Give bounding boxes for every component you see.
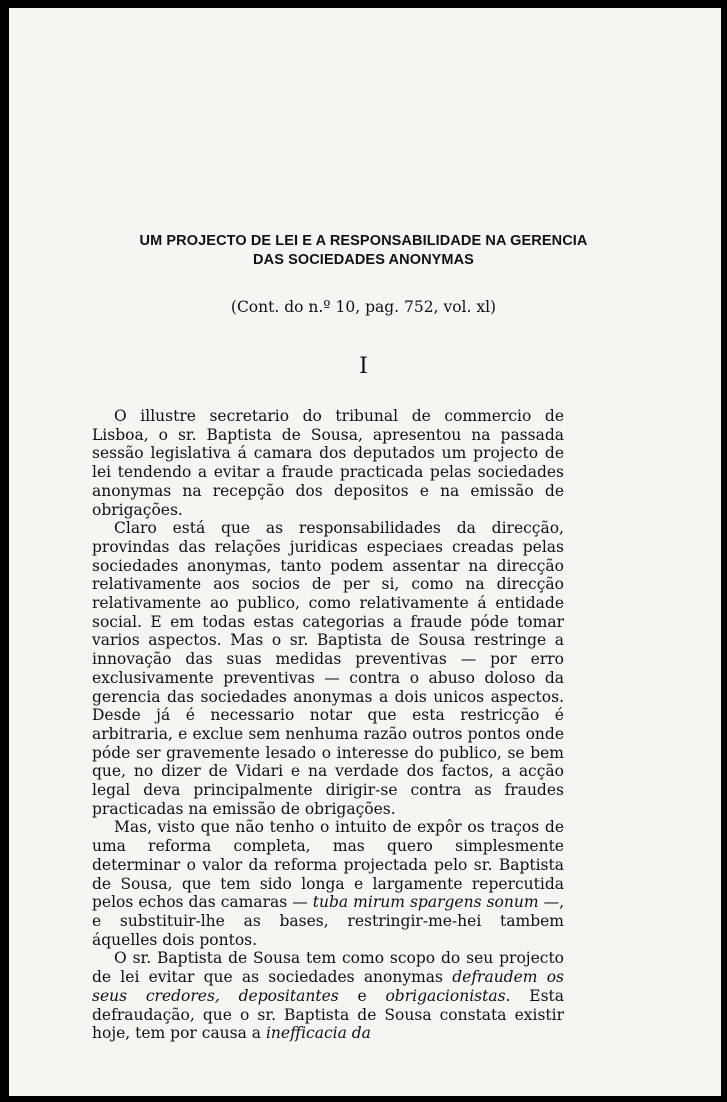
paragraph-2: [92, 519, 564, 818]
section-number: I: [359, 354, 368, 379]
paragraph-text: Mas, visto que não tenho o intuito de expôr os traços de uma reforma completa, mas quero simplesmente determinar o valor da reforma projectada pelo sr. Baptista de Sousa, que tem sido longa e largamente repercutida pelos echos das camaras —: [92, 818, 564, 912]
article-title: [0, 232, 727, 270]
paragraph-text: e: [338, 986, 386, 1005]
title-line-2: DAS SOCIEDADES ANONYMAS: [253, 252, 474, 268]
continuation-note: (Cont. do n.º 10, pag. 752, vol. xl): [230, 298, 497, 316]
paragraph-text: —, e substituir-lhe as bases, restringir-me-hei tambem áquelles dois pontos.: [92, 893, 564, 949]
paragraph-text: O sr. Baptista de Sousa tem como scopo do seu projecto de lei evitar que as sociedades anonymas: [92, 949, 564, 987]
paragraph-3: [92, 818, 564, 949]
italic-phrase: defraudem os seus credores, depositantes: [92, 968, 564, 1005]
latin-quote: tuba mirum spargens sonum: [312, 893, 539, 912]
paragraph-text: O illustre secretario do tribunal de commercio de Lisboa, o sr. Baptista de Sousa, apresentou na passada sessão legislativa á camara dos deputados um projecto de lei tendendo a evitar a fraude practicada pelas sociedades anonymas na recepção dos depositos e na emissão de obrigações.: [92, 407, 564, 519]
paragraph-text: Claro está que as responsabilidades da direcção, provindas das relações juridicas especiaes creadas pelas sociedades anonymas, tanto podem assentar na direcção relativamente aos socios de per si, como na direcção relativamente ao publico, como relativamente á entidade social. E em todas estas categorias a fraude póde tomar varios aspectos. Mas o sr. Baptista de Sousa restringe a innovação das suas medidas preventivas — por erro exclusivamente preventivas — contra o abuso doloso da gerencia das sociedades anonymas a dois unicos aspectos. Desde já é necessario notar que esta restricção é arbitraria, e exclue sem nenhuma razão outros pontos onde póde ser gravemente lesado o interesse do publico, se bem que, no dizer de Vidari e na verdade dos factos, a acção legal deva principalmente dirigir-se contra as fraudes practicadas na emissão de obrigações.: [92, 519, 564, 818]
paragraph-1: [92, 407, 564, 519]
title-line-1: UM PROJECTO DE LEI E A RESPONSABILIDADE NA GERENCIA: [139, 233, 588, 249]
italic-phrase: inefficacia da: [265, 1024, 371, 1043]
paragraph-4: [92, 949, 564, 1043]
italic-phrase: obrigacionistas.: [385, 986, 511, 1005]
paragraph-text: Esta defraudação, que o sr. Baptista de Sousa constata existir hoje, tem por causa a: [92, 986, 565, 1043]
article-body: [92, 407, 564, 1043]
